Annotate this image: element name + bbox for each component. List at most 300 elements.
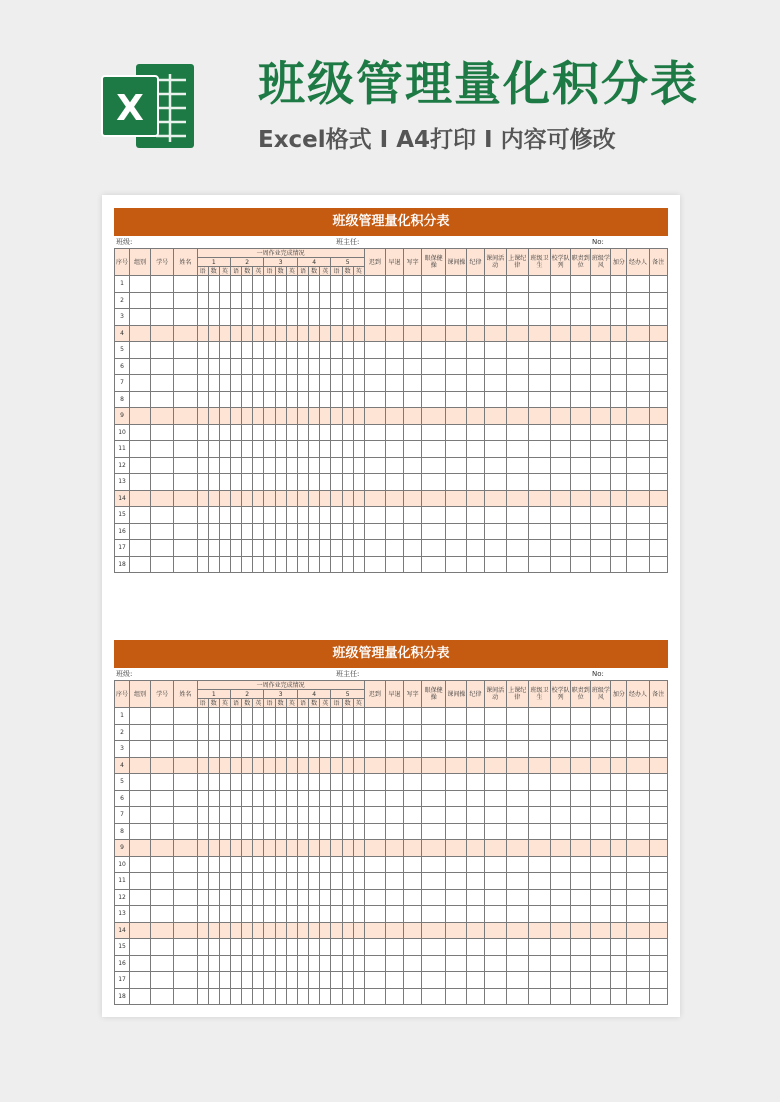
table-cell[interactable] bbox=[484, 276, 506, 293]
table-cell[interactable] bbox=[320, 292, 331, 309]
table-cell[interactable] bbox=[528, 342, 550, 359]
table-cell[interactable] bbox=[297, 823, 308, 840]
table-cell[interactable] bbox=[627, 342, 649, 359]
table-cell[interactable] bbox=[208, 375, 219, 392]
table-cell[interactable] bbox=[353, 276, 364, 293]
table-cell[interactable] bbox=[353, 840, 364, 857]
table-cell[interactable] bbox=[264, 523, 275, 540]
table-cell[interactable] bbox=[331, 807, 342, 824]
table-cell[interactable] bbox=[342, 939, 353, 956]
table-cell[interactable] bbox=[467, 741, 484, 758]
table-cell[interactable] bbox=[649, 807, 667, 824]
table-cell[interactable] bbox=[649, 490, 667, 507]
table-cell[interactable] bbox=[208, 457, 219, 474]
table-cell[interactable] bbox=[386, 724, 404, 741]
table-cell[interactable] bbox=[506, 972, 528, 989]
table-cell[interactable] bbox=[386, 424, 404, 441]
table-cell[interactable] bbox=[364, 276, 385, 293]
table-cell[interactable] bbox=[242, 774, 253, 791]
table-cell[interactable] bbox=[386, 375, 404, 392]
table-cell[interactable] bbox=[571, 457, 591, 474]
table-cell[interactable] bbox=[404, 276, 422, 293]
table-cell[interactable] bbox=[297, 490, 308, 507]
table-cell[interactable] bbox=[422, 408, 446, 425]
table-cell[interactable] bbox=[320, 757, 331, 774]
table-cell[interactable] bbox=[309, 708, 320, 725]
table-cell[interactable] bbox=[275, 741, 286, 758]
table-cell[interactable] bbox=[571, 708, 591, 725]
table-cell[interactable] bbox=[484, 724, 506, 741]
table-cell[interactable] bbox=[197, 540, 208, 557]
table-cell[interactable] bbox=[151, 939, 174, 956]
table-cell[interactable] bbox=[422, 556, 446, 573]
table-cell[interactable] bbox=[130, 922, 151, 939]
table-cell[interactable] bbox=[331, 457, 342, 474]
table-cell[interactable] bbox=[446, 358, 467, 375]
table-cell[interactable] bbox=[342, 342, 353, 359]
table-cell[interactable] bbox=[467, 342, 484, 359]
table-cell[interactable] bbox=[611, 391, 627, 408]
table-cell[interactable] bbox=[386, 507, 404, 524]
table-cell[interactable] bbox=[484, 490, 506, 507]
table-cell[interactable] bbox=[230, 358, 241, 375]
table-cell[interactable] bbox=[571, 292, 591, 309]
table-cell[interactable] bbox=[297, 757, 308, 774]
table-cell[interactable] bbox=[364, 972, 385, 989]
table-cell[interactable] bbox=[551, 955, 571, 972]
table-cell[interactable] bbox=[591, 391, 611, 408]
table-cell[interactable] bbox=[364, 757, 385, 774]
table-cell[interactable] bbox=[627, 325, 649, 342]
table-cell[interactable] bbox=[219, 807, 230, 824]
table-cell[interactable] bbox=[591, 292, 611, 309]
table-cell[interactable] bbox=[353, 540, 364, 557]
table-cell[interactable] bbox=[253, 922, 264, 939]
table-cell[interactable] bbox=[364, 741, 385, 758]
table-cell[interactable] bbox=[386, 873, 404, 890]
table-cell[interactable] bbox=[208, 972, 219, 989]
table-cell[interactable] bbox=[342, 358, 353, 375]
table-cell[interactable] bbox=[386, 292, 404, 309]
table-cell[interactable] bbox=[591, 873, 611, 890]
table-cell[interactable] bbox=[611, 939, 627, 956]
table-cell[interactable] bbox=[208, 507, 219, 524]
table-cell[interactable] bbox=[591, 741, 611, 758]
table-cell[interactable] bbox=[611, 309, 627, 326]
table-cell[interactable] bbox=[331, 441, 342, 458]
table-cell[interactable] bbox=[151, 757, 174, 774]
table-cell[interactable] bbox=[275, 325, 286, 342]
table-cell[interactable] bbox=[551, 408, 571, 425]
table-cell[interactable] bbox=[286, 391, 297, 408]
table-cell[interactable] bbox=[197, 507, 208, 524]
table-cell[interactable] bbox=[174, 856, 197, 873]
table-cell[interactable] bbox=[342, 457, 353, 474]
table-cell[interactable] bbox=[253, 474, 264, 491]
table-cell[interactable] bbox=[506, 391, 528, 408]
table-cell[interactable] bbox=[611, 972, 627, 989]
table-cell[interactable] bbox=[446, 889, 467, 906]
table-cell[interactable] bbox=[286, 955, 297, 972]
table-cell[interactable] bbox=[197, 358, 208, 375]
table-cell[interactable] bbox=[386, 840, 404, 857]
table-cell[interactable] bbox=[208, 342, 219, 359]
table-cell[interactable] bbox=[506, 906, 528, 923]
table-cell[interactable] bbox=[286, 774, 297, 791]
table-cell[interactable] bbox=[649, 457, 667, 474]
table-cell[interactable] bbox=[649, 507, 667, 524]
table-cell[interactable] bbox=[197, 939, 208, 956]
table-cell[interactable] bbox=[422, 873, 446, 890]
table-cell[interactable] bbox=[331, 540, 342, 557]
table-cell[interactable] bbox=[309, 507, 320, 524]
table-cell[interactable] bbox=[174, 490, 197, 507]
table-cell[interactable] bbox=[242, 939, 253, 956]
table-cell[interactable] bbox=[627, 408, 649, 425]
table-cell[interactable] bbox=[331, 507, 342, 524]
table-cell[interactable] bbox=[286, 988, 297, 1005]
table-cell[interactable] bbox=[253, 988, 264, 1005]
table-cell[interactable] bbox=[151, 292, 174, 309]
table-cell[interactable] bbox=[242, 457, 253, 474]
table-cell[interactable] bbox=[197, 840, 208, 857]
table-cell[interactable] bbox=[130, 276, 151, 293]
table-cell[interactable] bbox=[446, 988, 467, 1005]
table-cell[interactable] bbox=[611, 358, 627, 375]
table-cell[interactable] bbox=[297, 988, 308, 1005]
table-cell[interactable] bbox=[264, 490, 275, 507]
table-cell[interactable] bbox=[297, 540, 308, 557]
table-cell[interactable] bbox=[331, 922, 342, 939]
table-cell[interactable] bbox=[331, 774, 342, 791]
table-cell[interactable] bbox=[591, 424, 611, 441]
table-cell[interactable] bbox=[364, 342, 385, 359]
table-cell[interactable] bbox=[297, 375, 308, 392]
table-cell[interactable] bbox=[130, 889, 151, 906]
table-cell[interactable] bbox=[404, 325, 422, 342]
table-cell[interactable] bbox=[467, 424, 484, 441]
table-cell[interactable] bbox=[611, 922, 627, 939]
table-cell[interactable] bbox=[130, 424, 151, 441]
table-cell[interactable] bbox=[404, 988, 422, 1005]
table-cell[interactable] bbox=[649, 441, 667, 458]
table-cell[interactable] bbox=[253, 391, 264, 408]
table-cell[interactable] bbox=[446, 391, 467, 408]
table-cell[interactable] bbox=[309, 906, 320, 923]
table-cell[interactable] bbox=[467, 457, 484, 474]
table-cell[interactable] bbox=[253, 441, 264, 458]
table-cell[interactable] bbox=[230, 790, 241, 807]
table-cell[interactable] bbox=[197, 292, 208, 309]
table-cell[interactable] bbox=[364, 424, 385, 441]
table-cell[interactable] bbox=[649, 292, 667, 309]
table-cell[interactable] bbox=[130, 840, 151, 857]
table-cell[interactable] bbox=[253, 424, 264, 441]
table-cell[interactable] bbox=[446, 309, 467, 326]
table-cell[interactable] bbox=[446, 556, 467, 573]
table-cell[interactable] bbox=[342, 523, 353, 540]
table-cell[interactable] bbox=[467, 823, 484, 840]
table-cell[interactable] bbox=[253, 807, 264, 824]
table-cell[interactable] bbox=[364, 955, 385, 972]
table-cell[interactable] bbox=[571, 757, 591, 774]
table-cell[interactable] bbox=[591, 408, 611, 425]
table-cell[interactable] bbox=[422, 441, 446, 458]
table-cell[interactable] bbox=[253, 292, 264, 309]
table-cell[interactable] bbox=[353, 972, 364, 989]
table-cell[interactable] bbox=[242, 972, 253, 989]
table-cell[interactable] bbox=[219, 724, 230, 741]
table-cell[interactable] bbox=[174, 823, 197, 840]
table-cell[interactable] bbox=[242, 856, 253, 873]
table-cell[interactable] bbox=[446, 757, 467, 774]
table-cell[interactable] bbox=[253, 840, 264, 857]
table-cell[interactable] bbox=[242, 325, 253, 342]
table-cell[interactable] bbox=[404, 972, 422, 989]
table-cell[interactable] bbox=[197, 774, 208, 791]
table-cell[interactable] bbox=[174, 342, 197, 359]
table-cell[interactable] bbox=[364, 708, 385, 725]
table-cell[interactable] bbox=[275, 490, 286, 507]
table-cell[interactable] bbox=[331, 556, 342, 573]
table-cell[interactable] bbox=[404, 507, 422, 524]
table-cell[interactable] bbox=[571, 309, 591, 326]
table-cell[interactable] bbox=[528, 523, 550, 540]
table-cell[interactable] bbox=[309, 807, 320, 824]
table-cell[interactable] bbox=[275, 823, 286, 840]
table-cell[interactable] bbox=[353, 790, 364, 807]
table-cell[interactable] bbox=[297, 972, 308, 989]
table-cell[interactable] bbox=[208, 774, 219, 791]
table-cell[interactable] bbox=[649, 823, 667, 840]
table-cell[interactable] bbox=[151, 790, 174, 807]
table-cell[interactable] bbox=[275, 424, 286, 441]
table-cell[interactable] bbox=[422, 889, 446, 906]
table-cell[interactable] bbox=[404, 391, 422, 408]
table-cell[interactable] bbox=[611, 774, 627, 791]
table-cell[interactable] bbox=[219, 457, 230, 474]
table-cell[interactable] bbox=[320, 708, 331, 725]
table-cell[interactable] bbox=[404, 441, 422, 458]
table-cell[interactable] bbox=[151, 441, 174, 458]
table-cell[interactable] bbox=[320, 424, 331, 441]
table-cell[interactable] bbox=[467, 523, 484, 540]
table-cell[interactable] bbox=[174, 988, 197, 1005]
table-cell[interactable] bbox=[208, 856, 219, 873]
table-cell[interactable] bbox=[320, 441, 331, 458]
table-cell[interactable] bbox=[219, 474, 230, 491]
table-cell[interactable] bbox=[174, 375, 197, 392]
table-cell[interactable] bbox=[275, 955, 286, 972]
table-cell[interactable] bbox=[467, 391, 484, 408]
table-cell[interactable] bbox=[151, 708, 174, 725]
table-cell[interactable] bbox=[242, 873, 253, 890]
table-cell[interactable] bbox=[309, 342, 320, 359]
table-cell[interactable] bbox=[275, 790, 286, 807]
table-cell[interactable] bbox=[219, 840, 230, 857]
table-cell[interactable] bbox=[551, 474, 571, 491]
table-cell[interactable] bbox=[309, 840, 320, 857]
table-cell[interactable] bbox=[627, 441, 649, 458]
table-cell[interactable] bbox=[422, 490, 446, 507]
table-cell[interactable] bbox=[208, 724, 219, 741]
table-cell[interactable] bbox=[571, 474, 591, 491]
table-cell[interactable] bbox=[286, 741, 297, 758]
table-cell[interactable] bbox=[151, 342, 174, 359]
table-cell[interactable] bbox=[242, 757, 253, 774]
table-cell[interactable] bbox=[353, 988, 364, 1005]
table-cell[interactable] bbox=[197, 441, 208, 458]
table-cell[interactable] bbox=[242, 309, 253, 326]
table-cell[interactable] bbox=[484, 708, 506, 725]
table-cell[interactable] bbox=[404, 309, 422, 326]
table-cell[interactable] bbox=[197, 724, 208, 741]
table-cell[interactable] bbox=[264, 457, 275, 474]
table-cell[interactable] bbox=[320, 807, 331, 824]
table-cell[interactable] bbox=[219, 490, 230, 507]
table-cell[interactable] bbox=[404, 474, 422, 491]
table-cell[interactable] bbox=[611, 955, 627, 972]
table-cell[interactable] bbox=[230, 391, 241, 408]
table-cell[interactable] bbox=[320, 556, 331, 573]
table-cell[interactable] bbox=[130, 724, 151, 741]
table-cell[interactable] bbox=[528, 556, 550, 573]
table-cell[interactable] bbox=[230, 939, 241, 956]
table-cell[interactable] bbox=[386, 490, 404, 507]
table-cell[interactable] bbox=[364, 906, 385, 923]
table-cell[interactable] bbox=[446, 408, 467, 425]
table-cell[interactable] bbox=[446, 523, 467, 540]
table-cell[interactable] bbox=[342, 856, 353, 873]
table-cell[interactable] bbox=[320, 375, 331, 392]
table-cell[interactable] bbox=[627, 490, 649, 507]
table-cell[interactable] bbox=[571, 906, 591, 923]
table-cell[interactable] bbox=[275, 457, 286, 474]
table-cell[interactable] bbox=[551, 906, 571, 923]
table-cell[interactable] bbox=[331, 523, 342, 540]
table-cell[interactable] bbox=[208, 391, 219, 408]
table-cell[interactable] bbox=[297, 358, 308, 375]
table-cell[interactable] bbox=[364, 457, 385, 474]
table-cell[interactable] bbox=[151, 408, 174, 425]
table-cell[interactable] bbox=[422, 790, 446, 807]
table-cell[interactable] bbox=[611, 540, 627, 557]
table-cell[interactable] bbox=[219, 540, 230, 557]
table-cell[interactable] bbox=[208, 276, 219, 293]
table-cell[interactable] bbox=[174, 325, 197, 342]
table-cell[interactable] bbox=[230, 523, 241, 540]
table-cell[interactable] bbox=[422, 856, 446, 873]
table-cell[interactable] bbox=[219, 856, 230, 873]
table-cell[interactable] bbox=[264, 823, 275, 840]
table-cell[interactable] bbox=[422, 955, 446, 972]
table-cell[interactable] bbox=[627, 507, 649, 524]
table-cell[interactable] bbox=[528, 988, 550, 1005]
table-cell[interactable] bbox=[467, 276, 484, 293]
table-cell[interactable] bbox=[230, 922, 241, 939]
table-cell[interactable] bbox=[230, 807, 241, 824]
table-cell[interactable] bbox=[275, 391, 286, 408]
table-cell[interactable] bbox=[446, 325, 467, 342]
table-cell[interactable] bbox=[230, 724, 241, 741]
table-cell[interactable] bbox=[253, 774, 264, 791]
table-cell[interactable] bbox=[467, 708, 484, 725]
table-cell[interactable] bbox=[386, 358, 404, 375]
table-cell[interactable] bbox=[242, 807, 253, 824]
table-cell[interactable] bbox=[264, 774, 275, 791]
table-cell[interactable] bbox=[551, 774, 571, 791]
table-cell[interactable] bbox=[297, 523, 308, 540]
table-cell[interactable] bbox=[342, 790, 353, 807]
table-cell[interactable] bbox=[151, 840, 174, 857]
table-cell[interactable] bbox=[151, 873, 174, 890]
table-cell[interactable] bbox=[353, 873, 364, 890]
table-cell[interactable] bbox=[219, 955, 230, 972]
table-cell[interactable] bbox=[386, 790, 404, 807]
table-cell[interactable] bbox=[484, 757, 506, 774]
table-cell[interactable] bbox=[197, 325, 208, 342]
table-cell[interactable] bbox=[484, 790, 506, 807]
table-cell[interactable] bbox=[264, 840, 275, 857]
table-cell[interactable] bbox=[286, 490, 297, 507]
table-cell[interactable] bbox=[528, 424, 550, 441]
table-cell[interactable] bbox=[571, 774, 591, 791]
table-cell[interactable] bbox=[649, 342, 667, 359]
table-cell[interactable] bbox=[297, 408, 308, 425]
table-cell[interactable] bbox=[446, 292, 467, 309]
table-cell[interactable] bbox=[627, 556, 649, 573]
table-cell[interactable] bbox=[219, 906, 230, 923]
table-cell[interactable] bbox=[197, 741, 208, 758]
table-cell[interactable] bbox=[309, 922, 320, 939]
table-cell[interactable] bbox=[571, 358, 591, 375]
table-cell[interactable] bbox=[309, 757, 320, 774]
table-cell[interactable] bbox=[611, 757, 627, 774]
table-cell[interactable] bbox=[151, 823, 174, 840]
table-cell[interactable] bbox=[230, 840, 241, 857]
table-cell[interactable] bbox=[484, 741, 506, 758]
table-cell[interactable] bbox=[404, 292, 422, 309]
table-cell[interactable] bbox=[331, 889, 342, 906]
table-cell[interactable] bbox=[484, 507, 506, 524]
table-cell[interactable] bbox=[364, 840, 385, 857]
table-cell[interactable] bbox=[130, 823, 151, 840]
table-cell[interactable] bbox=[174, 889, 197, 906]
table-cell[interactable] bbox=[506, 424, 528, 441]
table-cell[interactable] bbox=[386, 708, 404, 725]
table-cell[interactable] bbox=[151, 523, 174, 540]
table-cell[interactable] bbox=[571, 972, 591, 989]
table-cell[interactable] bbox=[467, 955, 484, 972]
table-cell[interactable] bbox=[219, 358, 230, 375]
table-cell[interactable] bbox=[364, 540, 385, 557]
table-cell[interactable] bbox=[242, 790, 253, 807]
table-cell[interactable] bbox=[130, 523, 151, 540]
table-cell[interactable] bbox=[275, 774, 286, 791]
table-cell[interactable] bbox=[297, 807, 308, 824]
table-cell[interactable] bbox=[197, 906, 208, 923]
table-cell[interactable] bbox=[422, 507, 446, 524]
table-cell[interactable] bbox=[275, 309, 286, 326]
table-cell[interactable] bbox=[611, 807, 627, 824]
table-cell[interactable] bbox=[253, 342, 264, 359]
table-cell[interactable] bbox=[591, 358, 611, 375]
table-cell[interactable] bbox=[364, 922, 385, 939]
table-cell[interactable] bbox=[649, 889, 667, 906]
table-cell[interactable] bbox=[208, 358, 219, 375]
table-cell[interactable] bbox=[230, 375, 241, 392]
table-cell[interactable] bbox=[404, 375, 422, 392]
